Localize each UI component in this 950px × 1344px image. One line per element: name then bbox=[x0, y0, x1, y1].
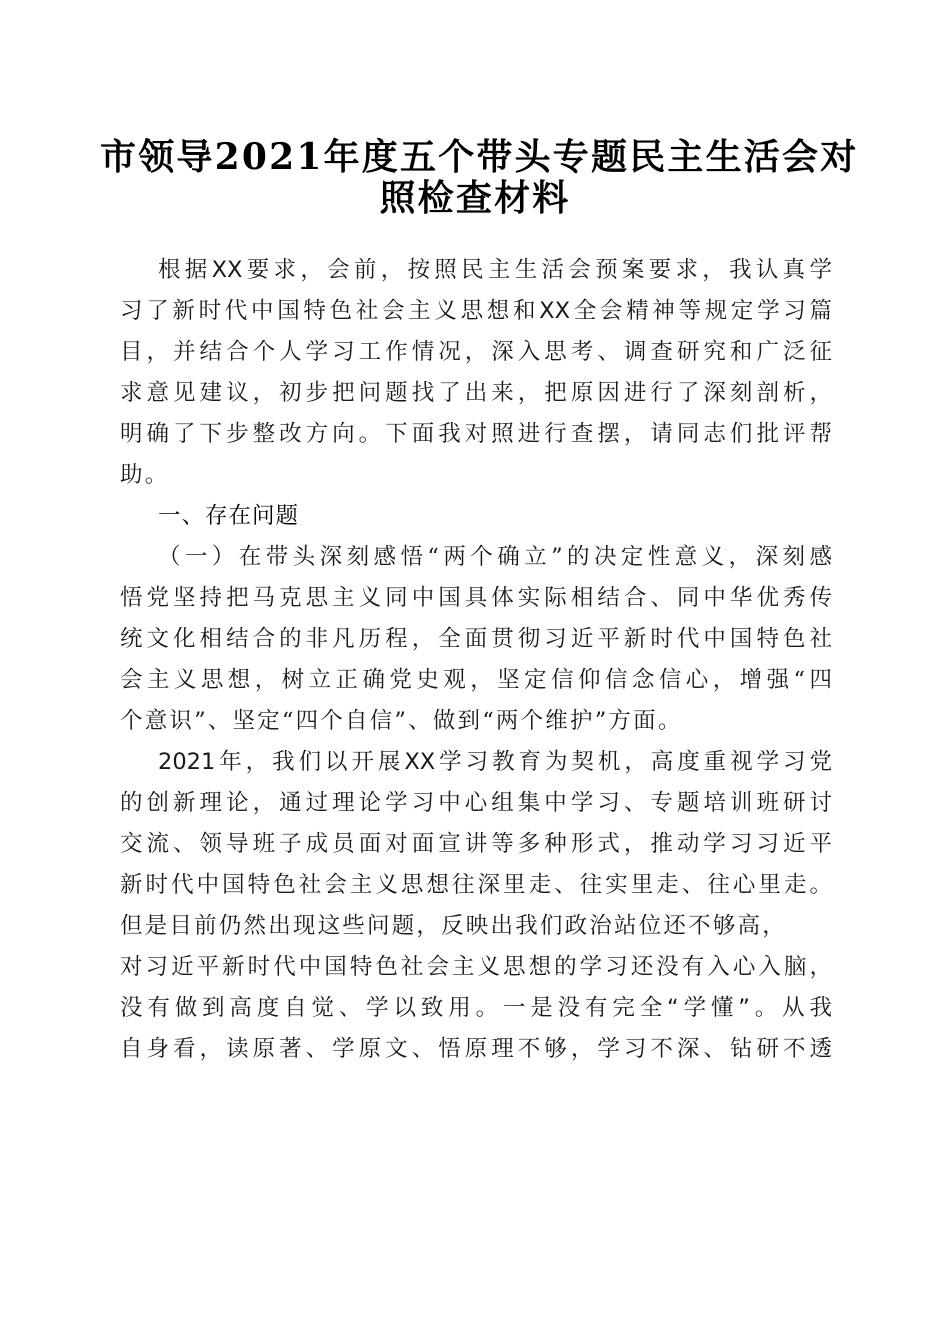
text-line: 的创新理论，通过理论学习中心组集中学习、专题培训班研讨 bbox=[120, 790, 832, 816]
text-line: 自身看，读原著、学原文、悟原理不够，学习不深、钻研不透 bbox=[120, 1036, 832, 1062]
section-heading: 一、存在问题 bbox=[158, 503, 300, 529]
text-line: 明确了下步整改方向。下面我对照进行查摆，请同志们批评帮 bbox=[120, 421, 832, 447]
subsection-paragraph bbox=[120, 537, 832, 742]
text-line: 习了新时代中国特色社会主义思想和XX全会精神等规定学习篇 bbox=[120, 298, 832, 324]
text-line: 没有做到高度自觉、学以致用。一是没有完全“学懂”。从我 bbox=[120, 995, 832, 1021]
text-line: 2021年，我们以开展XX学习教育为契机，高度重视学习党 bbox=[158, 749, 832, 775]
body-paragraph bbox=[120, 742, 832, 1070]
text-line: 对习近平新时代中国特色社会主义思想的学习还没有入心入脑， bbox=[120, 954, 832, 980]
text-line: 新时代中国特色社会主义思想往深里走、往实里走、往心里走。 bbox=[120, 872, 832, 898]
title-line-1: 市领导2021年度五个带头专题民主生活会对 bbox=[100, 136, 859, 178]
intro-paragraph bbox=[120, 250, 832, 496]
document-title bbox=[100, 134, 859, 219]
text-line: 求意见建议，初步把问题找了出来，把原因进行了深刻剖析， bbox=[120, 380, 832, 406]
text-line: 个意识”、坚定“四个自信”、做到“两个维护”方面。 bbox=[120, 708, 683, 734]
title-line-2: 照检查材料 bbox=[379, 177, 571, 219]
text-line: 但是目前仍然出现这些问题，反映出我们政治站位还不够高， bbox=[120, 913, 787, 939]
document-body bbox=[120, 250, 832, 1070]
text-line: 助。 bbox=[120, 462, 170, 488]
text-line: 目，并结合个人学习工作情况，深入思考、调查研究和广泛征 bbox=[120, 339, 832, 365]
text-line: 根据XX要求，会前，按照民主生活会预案要求，我认真学 bbox=[158, 257, 832, 283]
text-line: 交流、领导班子成员面对面宣讲等多种形式，推动学习习近平 bbox=[120, 831, 832, 857]
text-line: （一）在带头深刻感悟“两个确立”的决定性意义，深刻感 bbox=[158, 544, 832, 570]
text-line: 统文化相结合的非凡历程，全面贯彻习近平新时代中国特色社 bbox=[120, 626, 832, 652]
text-line: 会主义思想，树立正确党史观，坚定信仰信念信心，增强“四 bbox=[120, 667, 832, 693]
text-line: 悟党坚持把马克思主义同中国具体实际相结合、同中华优秀传 bbox=[120, 585, 832, 611]
